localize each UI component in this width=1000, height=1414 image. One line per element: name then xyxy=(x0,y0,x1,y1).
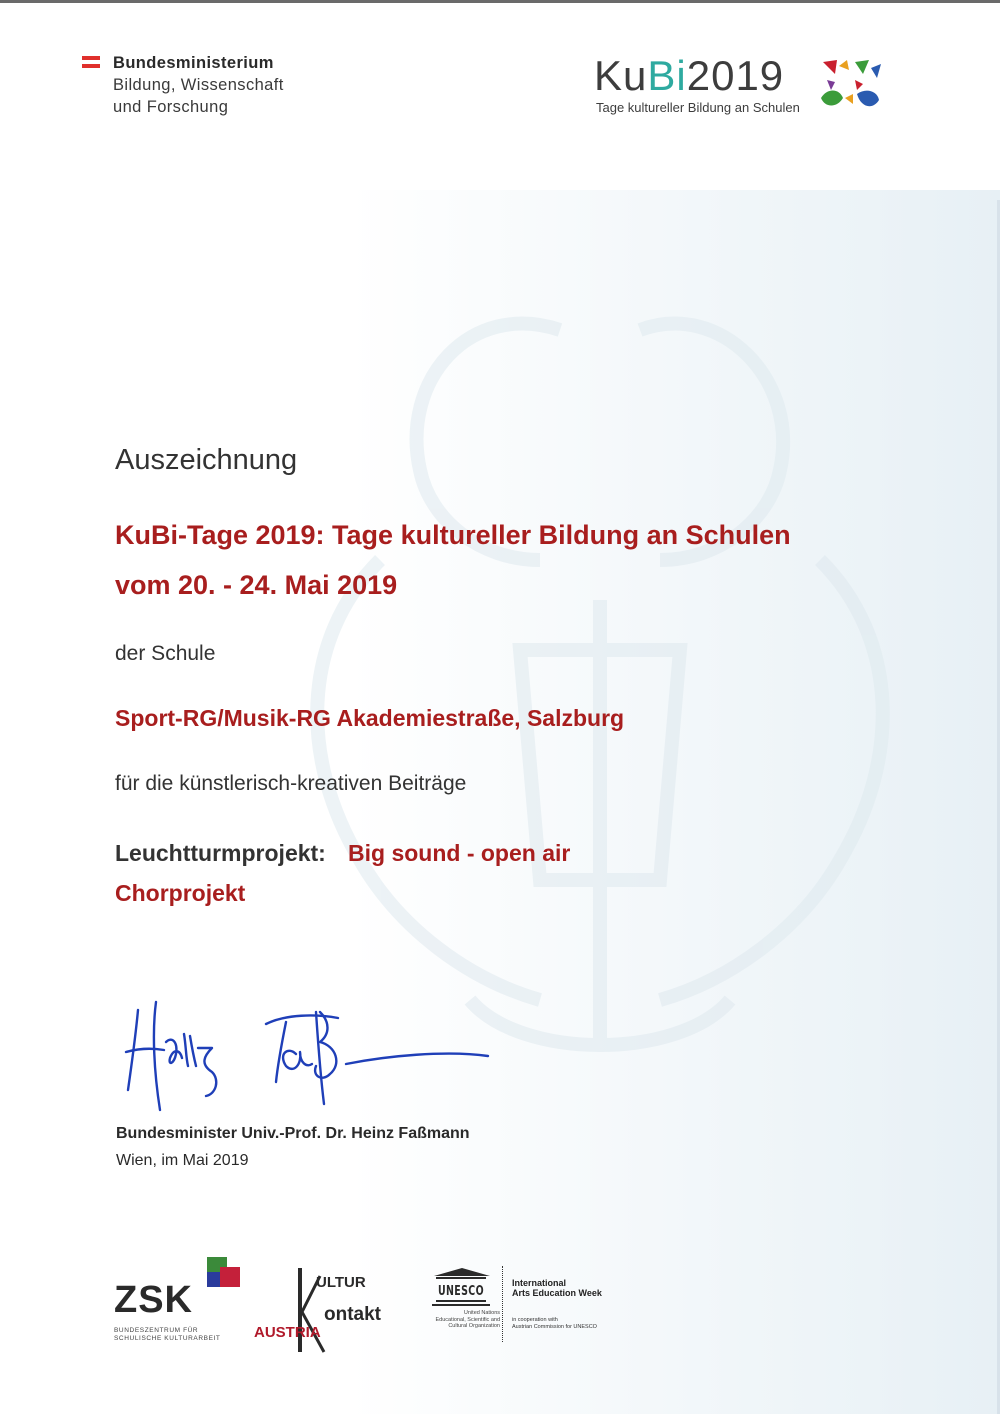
contribution-label: für die künstlerisch-kreativen Beiträge xyxy=(115,772,467,795)
lighthouse-label: Leuchtturmprojekt: xyxy=(115,840,326,866)
kubi-logo xyxy=(594,54,894,124)
signing-place-date: Wien, im Mai 2019 xyxy=(116,1152,249,1169)
arts-week-title xyxy=(512,1278,602,1298)
arts-week-line1: International xyxy=(512,1278,567,1288)
kubi-title-bi: Bi xyxy=(647,52,687,99)
event-headline-line2: vom 20. - 24. Mai 2019 xyxy=(115,570,398,600)
austria-flag-icon xyxy=(82,56,100,68)
arts-week-sub-line1: in cooperation with xyxy=(512,1317,558,1323)
unesco-sub-line1: United Nations xyxy=(463,1310,500,1316)
unesco-logo xyxy=(420,1266,630,1346)
event-headline xyxy=(115,510,791,610)
kubi-leaf-icon xyxy=(819,58,883,116)
event-headline-line1: KuBi-Tage 2019: Tage kultureller Bildung an Schulen xyxy=(115,520,791,550)
zsk-name: ZSK xyxy=(114,1279,193,1321)
certificate-title: Auszeichnung xyxy=(115,444,298,476)
kulturkontakt-ontakt: ontakt xyxy=(324,1304,381,1325)
handwritten-signature xyxy=(116,992,506,1117)
kulturkontakt-ultur: ULTUR xyxy=(316,1274,366,1291)
kubi-title xyxy=(594,54,784,98)
unesco-temple-icon xyxy=(420,1266,502,1310)
ministry-name-line2: Bildung, Wissenschaft xyxy=(113,76,284,94)
unesco-word: UNESCO xyxy=(438,1284,484,1299)
kubi-subtitle: Tage kultureller Bildung an Schulen xyxy=(596,100,800,115)
lighthouse-project-type: Chorprojekt xyxy=(115,880,246,906)
unesco-divider xyxy=(502,1266,503,1342)
arts-week-subtitle xyxy=(512,1317,597,1330)
ministry-name-line1: Bundesministerium xyxy=(113,54,274,72)
zsk-subtitle xyxy=(114,1327,221,1343)
unesco-sub-line3: Cultural Organization xyxy=(448,1323,500,1329)
arts-week-sub-line2: Austrian Commission for UNESCO xyxy=(512,1323,597,1330)
ministry-name-line3: und Forschung xyxy=(113,98,229,116)
kulturkontakt-austria: AUSTRIA xyxy=(254,1324,321,1341)
kubi-title-ku: Ku xyxy=(594,52,648,99)
unesco-sub-line2: Educational, Scientific and xyxy=(435,1316,500,1323)
school-name: Sport-RG/Musik-RG Akademiestraße, Salzburg xyxy=(115,705,625,731)
top-edge-line xyxy=(0,0,1000,3)
arts-week-line2: Arts Education Week xyxy=(512,1288,602,1298)
unesco-subtitle xyxy=(420,1310,500,1330)
school-label: der Schule xyxy=(115,642,216,665)
zsk-logo xyxy=(114,1257,244,1357)
ministry-name xyxy=(113,52,373,118)
zsk-subtitle-line1: BUNDESZENTRUM FÜR xyxy=(114,1327,199,1334)
zsk-subtitle-line2: SCHULISCHE KULTURARBEIT xyxy=(114,1335,221,1342)
zsk-square-red xyxy=(220,1267,240,1287)
lighthouse-project-name: Big sound - open air xyxy=(348,840,571,866)
kubi-title-year: 2019 xyxy=(686,52,785,99)
signatory-name: Bundesminister Univ.-Prof. Dr. Heinz Faßmann xyxy=(116,1125,470,1142)
kulturkontakt-logo xyxy=(254,1266,394,1356)
